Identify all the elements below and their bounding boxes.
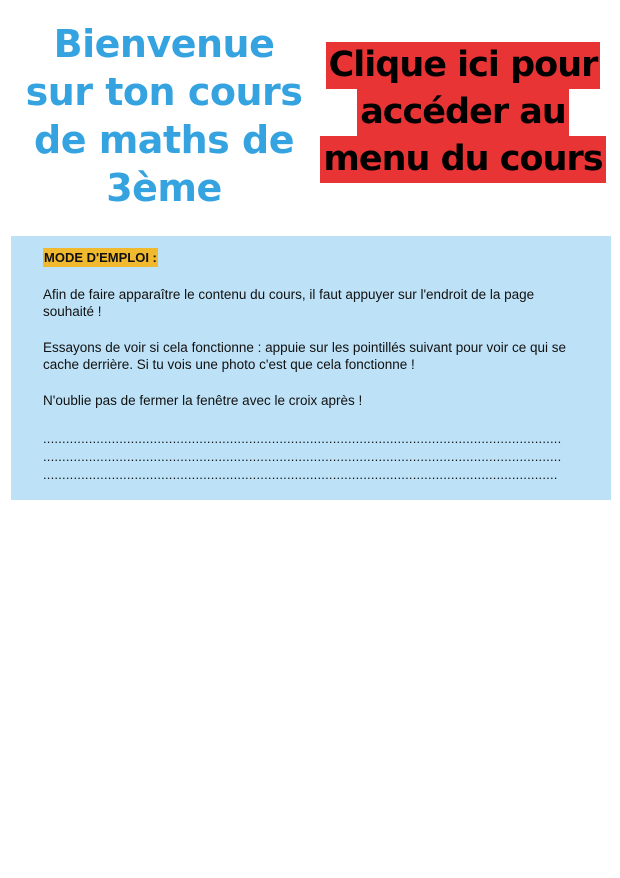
menu-link-line[interactable]: accéder au (357, 89, 569, 136)
title-line: 3ème (106, 166, 222, 210)
instructions-paragraph: Afin de faire apparaître le contenu du cours, il faut appuyer sur l'endroit de la page souhaité ! (43, 287, 535, 319)
title-line: Bienvenue (53, 22, 275, 66)
dotted-line[interactable]: ....................................................................................................................................... (43, 467, 558, 482)
dotted-line[interactable]: ........................................................................................................................................ (43, 449, 562, 464)
instructions-paragraph: Essayons de voir si cela fonctionne : appuie sur les pointillés suivant pour voir ce qui se cache derrière. Si tu vois une photo c'est que cela fonctionne ! (43, 340, 567, 372)
instructions-label: MODE D'EMPLOI : (44, 250, 157, 265)
title-line: de maths de (34, 118, 294, 162)
instructions-paragraph: N'oublie pas de fermer la fenêtre avec le croix après ! (43, 393, 363, 408)
menu-link-line[interactable]: Clique ici pour (326, 42, 601, 89)
title-line: sur ton cours (25, 70, 303, 114)
instructions-panel (11, 236, 611, 500)
course-menu-link[interactable] (318, 42, 608, 183)
dotted-line[interactable]: ........................................................................................................................................ (43, 431, 562, 446)
hidden-content-trigger[interactable] (43, 431, 583, 485)
page-title (24, 20, 304, 212)
menu-link-line[interactable]: menu du cours (320, 136, 605, 183)
